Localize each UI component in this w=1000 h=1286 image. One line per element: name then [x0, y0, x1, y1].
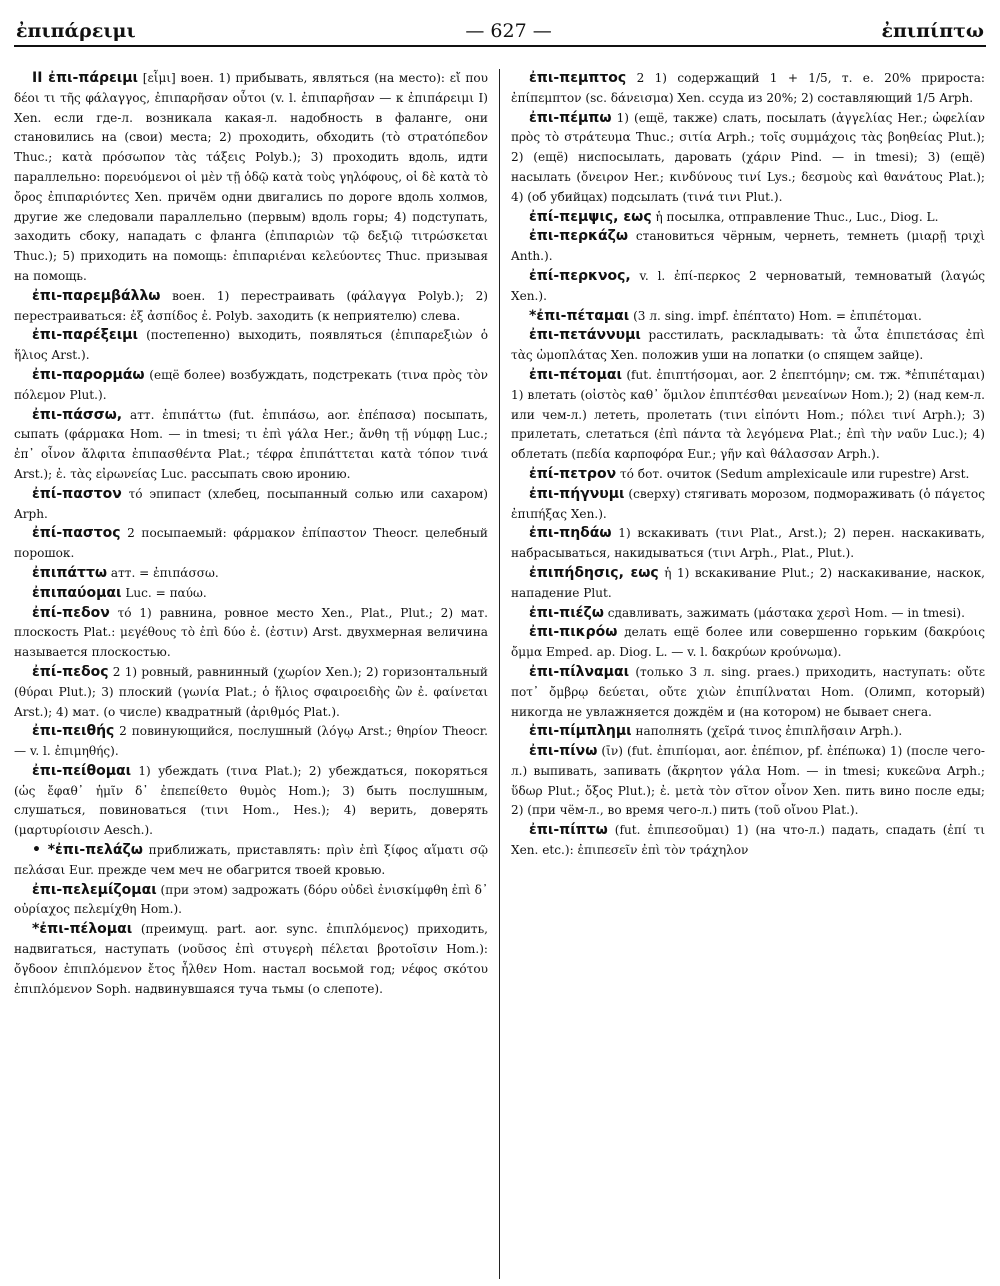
dictionary-entry [14, 524, 488, 564]
entry-headword: ἐπι-πείθομαι [32, 762, 132, 779]
entry-definition: [εἶμι] воен. 1) прибывать, являться (на место): εἴ που δέοι τι τῆς φάλαγγος, ἐπιπαρῆσαν οὗτοι (v. l. ἐπιπαρῆσαν — к ἐπιπάρειμι I) Xen. если где-л. возникала какая-л. надобность в фаланге, они становились на (свои) места; 2) проходить, обходить (τὸ στρατόπεδον Thuc.; κατὰ πρόσωπον τὰς τάξεις Polyb.); 3) проходить вдоль, идти параллельно: πορευόμενοι οἱ μὲν τῇ ὁδῷ κατὰ τοὺς γηλόφους, οἱ δὲ κατὰ τὸ ὄρος ἐπιπαριόντες Xen. причём одни двигались по дороге вдоль холмов, другие же следовали параллельно (первым) вдоль горы; 4) подступать, заходить сбоку, нападать с фланга (ἐπιπαριὼν τῷ δεξιῷ τιτρώσκεται Thuc.); 5) приходить на помощь: ἐπιπαριέναι κελεύοντες Thuc. призывая на помощь. [14, 71, 488, 283]
entry-definition: (сверху) стягивать морозом, подмораживать (ὁ πάγετος ἐπιπήξας Xen.). [511, 486, 985, 521]
entry-headword: ἐπί-πεδον [32, 604, 110, 621]
dictionary-entry [511, 524, 985, 564]
entry-headword: ἐπι-πεμπτος [529, 70, 627, 86]
entry-headword: ἐπί-πεδος [32, 663, 109, 680]
dictionary-entry [511, 742, 985, 821]
entry-definition: τό бот. очиток (Sedum amplexicaule или rupestre) Arst. [616, 466, 970, 481]
entry-definition: v. l. ἐπί-περκος 2 черноватый, темноватый (λαγώς Xen.). [511, 268, 985, 303]
dictionary-entry [511, 326, 985, 366]
entry-headword: ἐπί-περκνος, [529, 267, 631, 284]
entry-headword: ἐπι-πάσσω, [32, 406, 123, 423]
dictionary-entry [511, 623, 985, 663]
entry-headword: ἐπι-πίπτω [529, 822, 608, 839]
dictionary-entry [511, 208, 985, 228]
dictionary-entry [14, 406, 488, 485]
entry-headword: ἐπι-πίνω [529, 743, 598, 760]
entry-definition: 2 повинующийся, послушный (λόγῳ Arst.; θηρίον Theocr. — v. l. ἐπιμηθής). [14, 724, 488, 759]
entry-headword: ἐπι-πελεμίζομαι [32, 881, 157, 898]
entry-definition: атт. = ἐπιπάσσω. [107, 565, 219, 580]
entry-headword: ἐπιπαύομαι [32, 584, 122, 601]
entry-definition: 1) (ещё, также) слать, посылать (ἀγγελίας Her.; ὠφελίαν πρὸς τὸ στράτευμα Thuc.; σιτία Arph.; τοῖς συμμάχοις τὰς βοηθείας Plut.); 2) (ещё) ниспосылать, даровать (χάριν Pind. — in tmesi); 3) (ещё) насылать (ὄνειρον Her.; κινδύνους τινί Lys.; δεσμοὺς καὶ θανάτους Plat.); 4) (об убийцах) подсылать (τινά τινι Plut.). [511, 110, 985, 204]
entry-headword: ἐπι-πηδάω [529, 525, 612, 542]
entry-headword: ἐπι-πικρόω [529, 624, 618, 641]
entry-headword: ἐπι-πετάννυμι [529, 327, 641, 344]
entry-headword: ἐπι-πέτομαι [529, 366, 622, 383]
entry-definition: (при этом) задрожать (δόρυ οὐδεὶ ἐνισκίμφθη ἐπὶ δ᾽ οὐρίαχος πελεμίχθη Hom.). [14, 882, 488, 917]
entry-definition: 2 1) ровный, равнинный (χωρίον Xen.); 2) горизонтальный (θύραι Plut.); 3) плоский (γωνία Plat.; ὁ ἥλιος σφαιροειδὴς ὢν ἐ. φαίνεται Arst.); 4) мат. (о числе) квадратный (ἀριθμός Plat.). [14, 664, 488, 719]
entry-definition: воен. 1) перестраивать (φάλαγγα Polyb.); 2) перестраиваться: ἐξ ἀσπίδος ἐ. Polyb. заходить (к неприятелю) слева. [14, 288, 488, 323]
entry-headword: ἐπι-πίλναμαι [529, 663, 630, 680]
entry-headword: *ἐπι-πέταμαι [529, 307, 630, 324]
entry-headword: ἐπιπάττω [32, 564, 108, 581]
dictionary-entry [511, 465, 985, 485]
dictionary-entry [511, 69, 985, 109]
entry-headword: ἐπί-παστον [32, 485, 122, 502]
dictionary-entry [511, 821, 985, 861]
dictionary-entry [14, 881, 488, 921]
entry-headword: ἐπί-πετρον [529, 465, 617, 482]
entry-headword: ἐπι-παρορμάω [32, 366, 145, 383]
entry-definition: (3 л. sing. impf. ἐπέπτατο) Hom. = ἐπιπέτομαι. [629, 308, 922, 323]
left-running-headword: ἐπιπάρειμι [16, 20, 136, 42]
dictionary-entry [14, 326, 488, 366]
dictionary-entry [511, 109, 985, 208]
entry-definition: 2 посыпаемый: φάρμακον ἐπίπαστον Theocr. целебный порошок. [14, 526, 488, 561]
dictionary-entry [511, 663, 985, 722]
entry-definition: 2 1) содержащий 1 + 1/5, т. е. 20% прироста: ἐπίπεμπτον (sc. δάνεισμα) Xen. ссуда из 20%; 2) составляющий 1/5 Arph. [511, 71, 985, 105]
entry-headword: II ἐπι-πάρειμι [32, 70, 139, 86]
entry-definition: τό 1) равнина, ровное место Xen., Plat., Plut.; 2) мат. плоскость Plat.: μεγέθους τὸ ἐπὶ δύο ἐ. (ἐστιν) Arst. двухмерная величина называется плоскостью. [14, 605, 488, 660]
entry-definition: 1) убеждать (τινα Plat.); 2) убеждаться, покоряться (ὡς ἔφαθ᾽ ἡμῖν δ᾽ ἐπεπείθετο θυμὸς Hom.); 3) быть послушным, слушаться, повиноваться (τινι Hom., Hes.); 4) верить, доверять (μαρτυρίοισιν Aesch.). [14, 763, 488, 838]
entry-headword: ἐπι-πιέζω [529, 604, 604, 621]
dictionary-entry [511, 267, 985, 307]
entry-headword: ἐπι-πειθής [32, 723, 115, 740]
entry-definition: становиться чёрным, чернеть, темнеть (μιαρῇ τριχὶ Anth.). [511, 229, 985, 264]
entry-definition: (только 3 л. sing. praes.) приходить, наступать: οὔτε ποτ᾽ ὄμβρῳ δεύεται, οὔτε χιὼν ἐπιπίλναται Hom. (Олимп, который) никогда не увлажняется дождём и (на котором) не бывает снега. [511, 664, 985, 719]
entry-definition: τό эпипаст (хлебец, посыпанный солью или сахаром) Arph. [14, 486, 488, 521]
text-columns [14, 69, 986, 1279]
page-number: — 627 — [465, 20, 552, 42]
entry-definition: (постепенно) выходить, появляться (ἐπιπαρεξιὼν ὁ ἥλιος Arst.). [14, 328, 488, 363]
dictionary-entry [511, 564, 985, 604]
entry-definition: (преимущ. part. aor. sync. ἐπιπλόμενος) приходить, надвигаться, наступать (νοῦσος ἐπὶ στυγερὴ πέλεται βροτοῖσιν Hom.): ὄγδοον ἐπιπλόμενον ἔτος ἦλθεν Hom. настал восьмой год; νέφος σκότου ἐπιπλόμενον Soph. надвинувшаяся туча тьмы (о слепоте). [14, 922, 488, 996]
dictionary-entry [14, 366, 488, 406]
dictionary-entry [14, 485, 488, 525]
dictionary-entry [14, 69, 488, 287]
right-running-headword: ἐπιπίπτω [881, 20, 984, 42]
entry-headword: *ἐπι-πέλομαι [32, 921, 133, 938]
dictionary-entry [511, 722, 985, 742]
entry-definition: расстилать, раскладывать: τὰ ὦτα ἐπιπετάσας ἐπὶ τὰς ὠμοπλάτας Xen. положив уши на лопатки (о спящем зайце). [511, 328, 985, 363]
entry-headword: ἐπι-πίμπλημι [529, 723, 632, 740]
entry-definition: атт. ἐπιπάττω (fut. ἐπιπάσω, aor. ἐπέπασα) посыпать, сыпать (φάρμακα Hom. — in tmesi; τι ἐπὶ γάλα Her.; ἄνθη τῇ νύμφῃ Luc.; ἐπ᾽ οἶνον ἄλφιτα ἐπιπασθέντα Plat.; τέφρα ἐπιπάττεται κατὰ τόπον τινά Arst.); ἐ. τὰς εἰρωνείας Luc. рассыпать свою иронию. [14, 407, 488, 481]
dictionary-entry [511, 485, 985, 525]
entry-definition: (ῑν) (fut. ἐπιπίομαι, aor. ἐπέπιον, pf. ἐπέπωκα) 1) (после чего-л.) выпивать, запивать (ἄκρητον γάλα Hom. — in tmesi; κυκεῶνα Arph.; ὕδωρ Plut.; ὄξος Plut.); ἐ. μετὰ τὸν σῖτον οἶνον Xen. пить вино после еды; 2) (при чём-л., во время чего-л.) пить (τοῦ οἴνου Plat.). [511, 744, 985, 818]
dictionary-entry [511, 307, 985, 327]
entry-definition: делать ещё более или совершенно горьким (δακρύοις ὄμμα Emped. ap. Diog. L. — v. l. δακρύων κρούνωμα). [511, 625, 985, 660]
dictionary-entry [14, 584, 488, 604]
dictionary-entry [14, 604, 488, 663]
entry-headword: ἐπι-πέμπω [529, 109, 612, 126]
entry-headword: ἐπι-πήγνυμι [529, 485, 625, 502]
entry-headword: ἐπι-περκάζω [529, 228, 629, 245]
dictionary-entry [14, 920, 488, 999]
dictionary-entry [511, 604, 985, 624]
entry-definition: приближать, приставлять: πρὶν ἐπὶ ξίφος αἵματι σῷ πελάσαι Eur. прежде чем меч не обагрится твоей кровью. [14, 843, 489, 877]
dictionary-entry [14, 287, 488, 327]
entry-definition: Luc. = παύω. [121, 585, 207, 600]
entry-headword: ἐπί-πεμψις, εως [529, 208, 652, 225]
entry-definition: 1) вскакивать (τινι Plat., Arst.); 2) перен. наскакивать, набрасываться, накидываться (τινι Arph., Plat., Plut.). [511, 526, 985, 561]
entry-definition: сдавливать, зажимать (μάστακα χερσὶ Hom. — in tmesi). [603, 605, 965, 620]
dictionary-entry [14, 762, 488, 841]
entry-headword: ἐπί-παστος [32, 525, 121, 542]
dictionary-entry [511, 366, 985, 465]
entry-headword: • *ἐπι-πελάζω [32, 842, 143, 859]
entry-headword: ἐπι-παρεμβάλλω [32, 287, 161, 304]
dictionary-entry [14, 663, 488, 722]
entry-definition: наполнять (χεῖρά τινος ἐπιπλῆσαιν Arph.). [631, 724, 903, 739]
entry-definition: (fut. ἐπιπεσοῦμαι) 1) (на что-л.) падать, спадать (ἐπί τι Xen. etc.): ἐπιπεσεῖν ἐπὶ τὸν τράχηλον [511, 823, 985, 858]
entry-definition: (ещё более) возбуждать, подстрекать (τινα πρὸς τὸν πόλεμον Plut.). [14, 367, 488, 402]
dictionary-entry [14, 564, 488, 584]
entry-definition: (fut. ἐπιπτήσομαι, aor. 2 ἐπεπτόμην; см. тж. *ἐπιπέταμαι) 1) влетать (οἰστὸς καθ᾽ ὅμιλον ἐπιπτέσθαι μενεαίνων Hom.); 2) (над кем-л. или чем-л.) лететь, пролетать (τινι εἰπόντι Hom.; πόλει τινί Arph.); 3) прилетать, слетаться (ἐπὶ πάντα τὰ λεγόμενα Plat.; ἐπὶ τὴν ναῦν Luc.); 4) облетать (πεδία καρποφόρα Eur.; γῆν καὶ θάλασσαν Arph.). [511, 367, 985, 462]
page-header [14, 14, 986, 47]
left-column [14, 69, 499, 1279]
entry-headword: ἐπιπήδησις, εως [529, 564, 659, 581]
dictionary-entry [14, 722, 488, 762]
right-column [500, 69, 985, 1279]
entry-definition: ἡ 1) вскакивание Plut.; 2) наскакивание, наскок, нападение Plut. [511, 565, 985, 600]
dictionary-entry [511, 227, 985, 267]
entry-definition: ἡ посылка, отправление Thuc., Luc., Diog. L. [651, 209, 939, 224]
entry-headword: ἐπι-παρέξειμι [32, 327, 138, 344]
dictionary-entry [14, 841, 488, 881]
